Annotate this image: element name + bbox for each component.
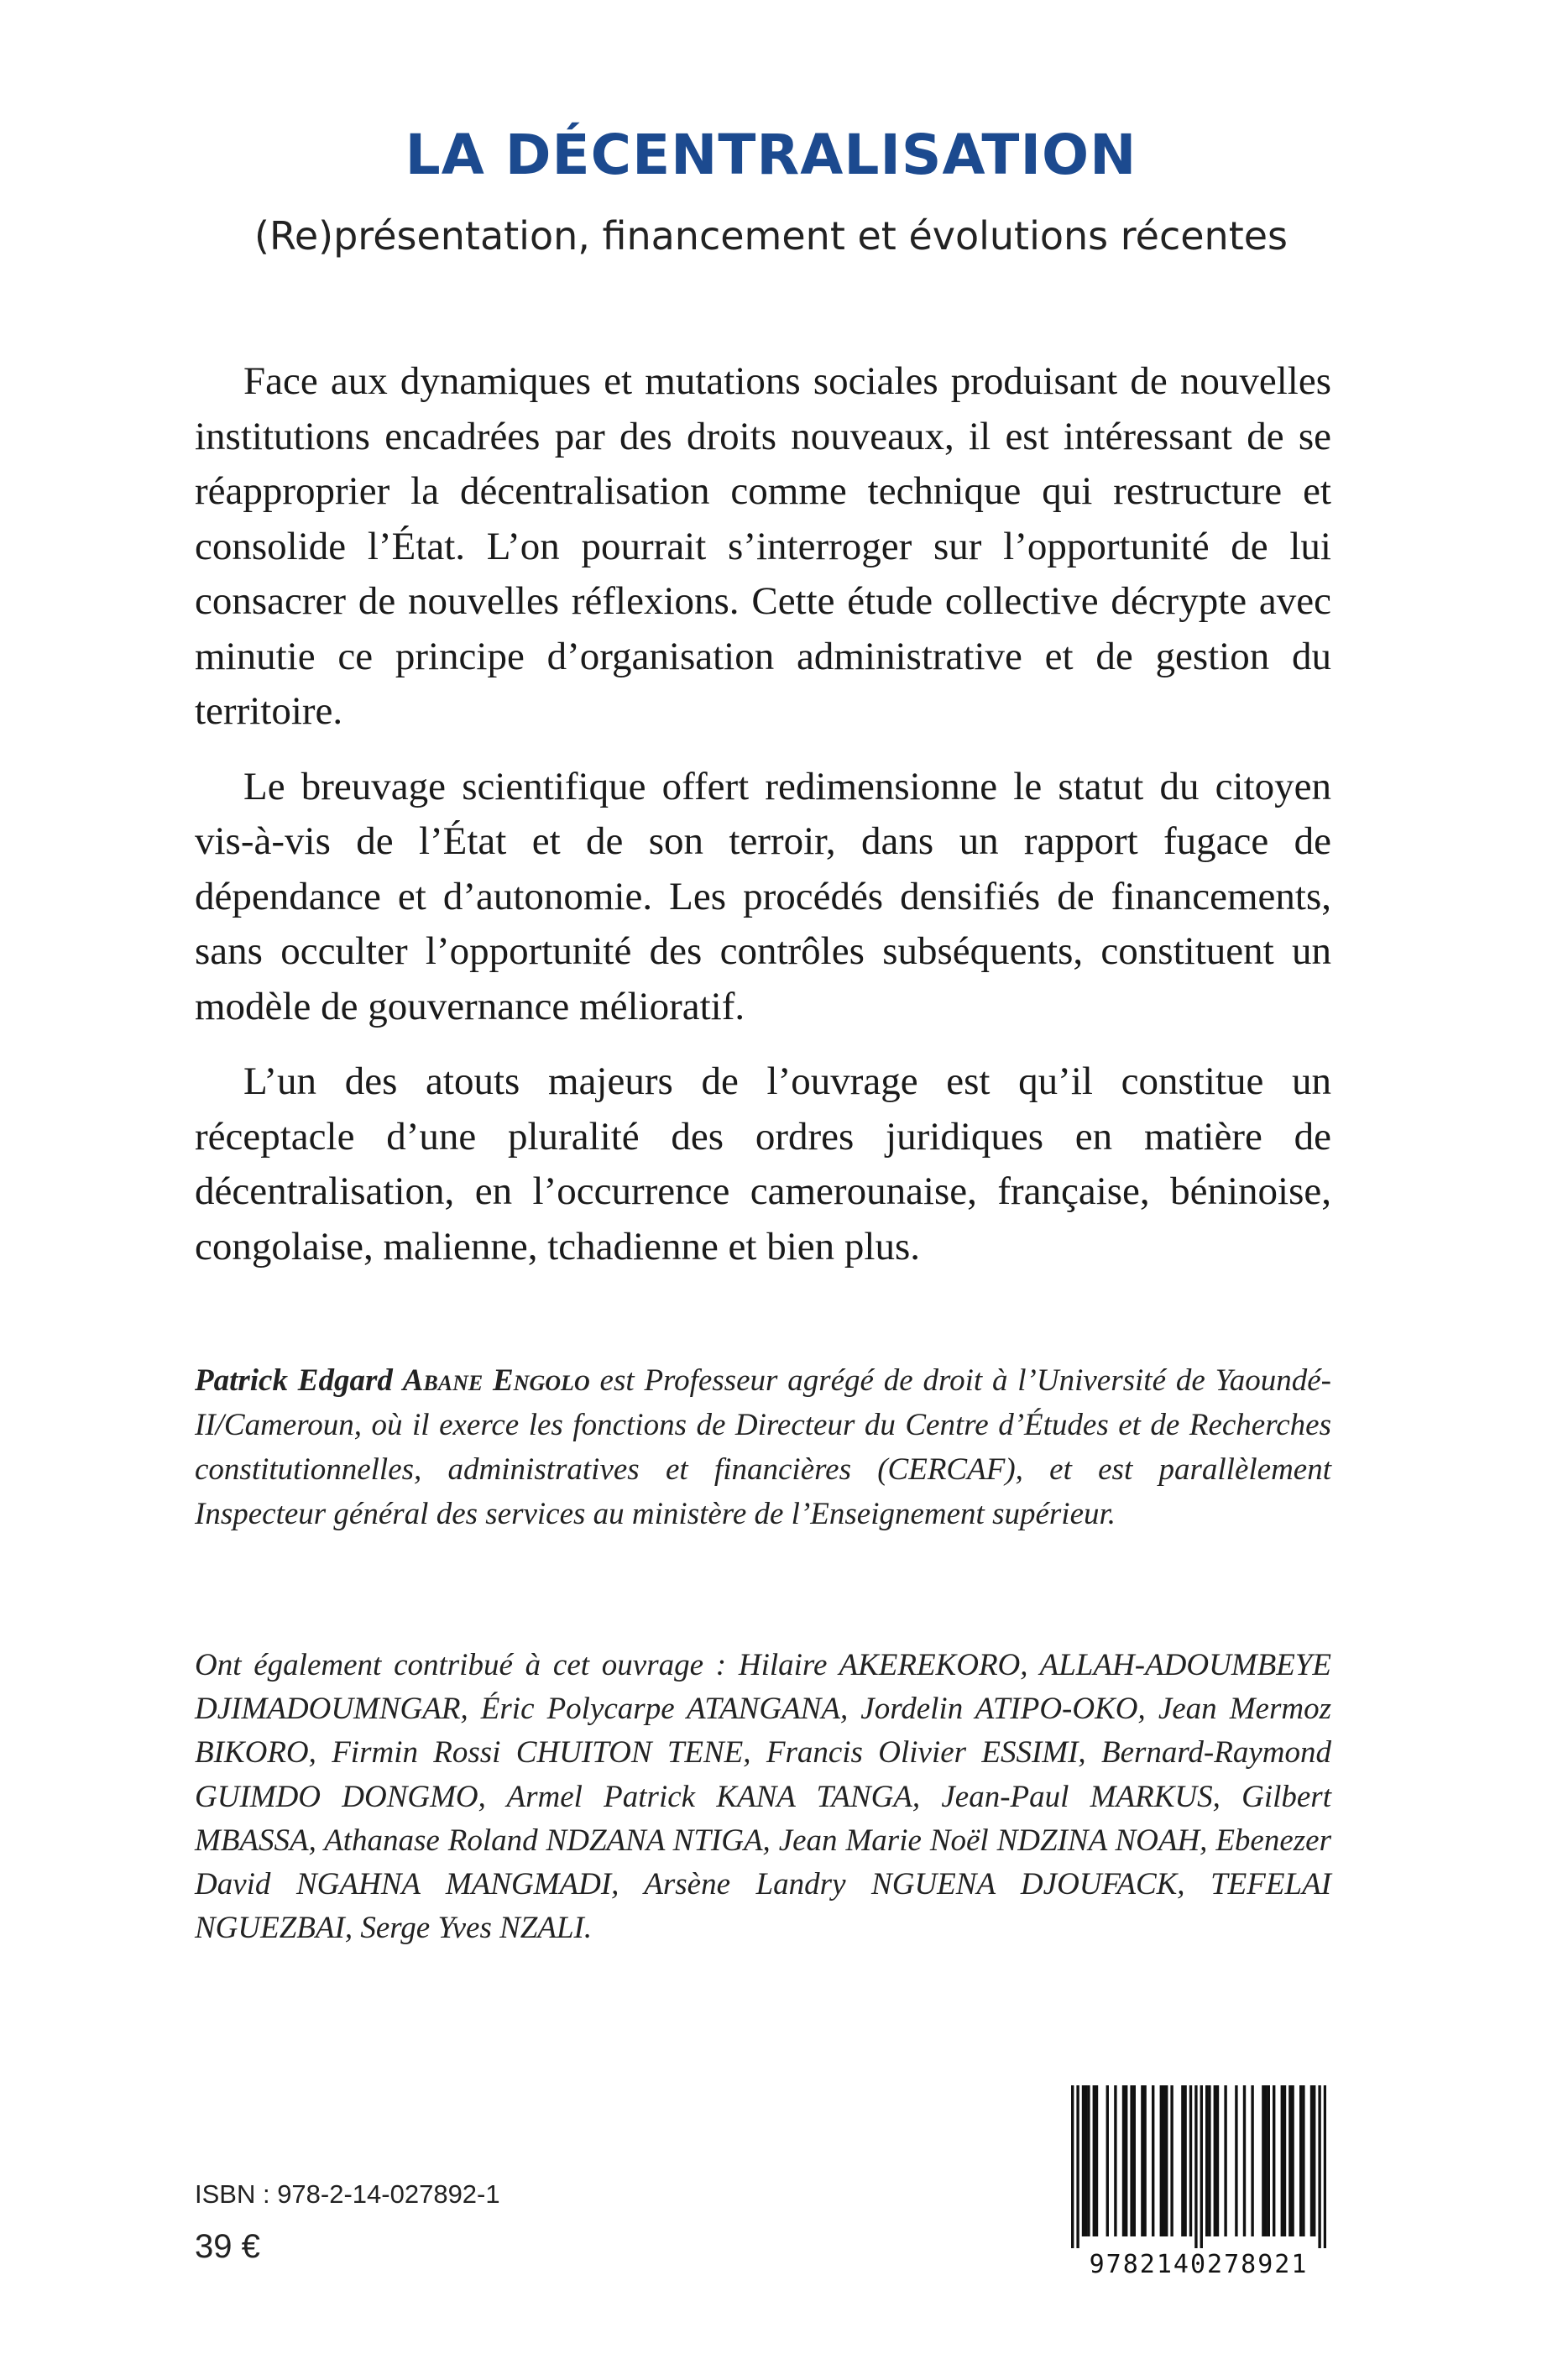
author-bio-text: est Professeur agrégé de droit à l’Université de Yaoundé-II/Cameroun, où il exerce les fonctions de Directeur du Centre d’Études et de Recherches constitutionnelles, administratives et financières (CERCAF), et est parallèlement Inspecteur général des services au ministère de l’Enseignement supérieur. [195,1363,1332,1531]
barcode-bar [1214,2085,1216,2236]
barcode [1063,2077,1335,2292]
author-bio [195,1358,1331,1536]
isbn-label: ISBN : 978-2-14-027892-1 [195,2179,500,2209]
barcode-bar [1133,2085,1136,2236]
barcode-bar [1085,2085,1087,2236]
barcode-bar [1313,2085,1315,2236]
barcode-bar [1291,2085,1294,2236]
book-title: LA DÉCENTRALISATION [405,123,1137,187]
summary-paragraph-2: Le breuvage scientifique offert redimensionne le statut du citoyen vis-à-vis de l’État et de son terroir, dans un rapport fugace de dépendance et d’autonomie. Les procédés densifiés de financements, sans occulter l’opportunité des contrôles subséquents, constituent un modèle de gouvernance mélioratif. [195,764,1331,1028]
barcode-bar [1170,2085,1173,2236]
barcode-bar [1122,2085,1125,2236]
barcode-bar [1095,2085,1098,2236]
barcode-bar [1114,2085,1116,2236]
barcode-bar [1324,2085,1326,2248]
barcode-bar [1251,2085,1253,2236]
barcode-bar [1152,2085,1154,2236]
contributors-list: Ont également contribué à cet ouvrage : Hilaire AKEREKORO, ALLAH-ADOUMBEYE DJIMADOUMNGAR, Éric Polycarpe ATANGANA, Jordelin ATIPO-OKO, Jean Mermoz BIKORO, Firmin Rossi CHUITON TENE, Francis Olivier ESSIMI, Bernard-Raymond GUIMDO DONGMO, Armel Patrick KANA TANGA, Jean-Paul MARKUS, Gilbert MBASSA, Athanase Roland NDZANA NTIGA, Jean Marie Noël NDZINA NOAH, Ebenezer David NGAHNA MANGMADI, Arsène Landry NGUENA DJOUFACK, TEFELAI NGUEZBAI, Serge Yves NZALI. [195,1648,1331,1946]
barcode-bar [1262,2085,1264,2236]
author-name [195,1363,590,1398]
barcode-bar [1200,2085,1203,2248]
barcode-digits: 9782140278921 [1089,2250,1309,2279]
barcode-bar [1181,2085,1184,2236]
barcode-bar [1106,2085,1109,2236]
summary-paragraph-3: L’un des atouts majeurs de l’ouvrage est qu’il constitue un réceptacle d’une pluralité des ordres juridiques en matière de décentralisation, en l’occurrence camerounaise, française, béninoise, congolaise, malienne, tchadienne et bien plus. [195,1059,1331,1268]
barcode-bar [1125,2085,1127,2236]
barcode-bar [1141,2085,1143,2236]
barcode-bar [1273,2085,1275,2236]
barcode-bars [1071,2085,1326,2248]
price-label: 39 € [195,2228,260,2265]
barcode-bar [1082,2085,1085,2236]
barcode-bar [1283,2085,1286,2236]
author-last-name: Abane Engolo [402,1363,590,1398]
barcode-bar [1205,2085,1208,2236]
barcode-bar [1165,2085,1168,2236]
barcode-bar [1208,2085,1210,2236]
barcode-bar [1288,2085,1291,2236]
barcode-bar [1310,2085,1313,2236]
barcode-bar [1281,2085,1283,2236]
barcode-bar [1087,2085,1090,2236]
barcode-bar [1243,2085,1246,2236]
barcode-bar [1299,2085,1302,2236]
author-first-names: Patrick Edgard [195,1363,393,1398]
barcode-bar [1268,2085,1270,2236]
barcode-bar [1224,2085,1226,2236]
barcode-bar [1163,2085,1165,2236]
barcode-bar [1160,2085,1163,2236]
barcode-bar [1194,2085,1197,2248]
summary-paragraph-1: Face aux dynamiques et mutations sociales produisant de nouvelles institutions encadrées par des droits nouveaux, il est intéressant de se réapproprier la décentralisation comme technique qui restructure et consolide l’État. L’on pourrait s’interroger sur l’opportunité de lui consacrer de nouvelles réflexions. Cette étude collective décrypte avec minutie ce principe d’organisation administrative et de gestion du territoire. [195,359,1331,733]
book-subtitle: (Re)présentation, financement et évolutions récentes [254,213,1288,259]
barcode-bar [1264,2085,1267,2236]
summary-text [195,354,1331,1295]
barcode-bar [1143,2085,1146,2236]
barcode-bar [1071,2085,1074,2248]
barcode-bar [1093,2085,1095,2236]
barcode-bar [1216,2085,1219,2236]
barcode-bar [1235,2085,1237,2236]
barcode-bar [1318,2085,1320,2248]
barcode-bar [1189,2085,1192,2236]
barcode-bar [1184,2085,1186,2236]
barcode-bar [1302,2085,1304,2236]
barcode-bar [1130,2085,1132,2236]
barcode-bar [1076,2085,1079,2248]
